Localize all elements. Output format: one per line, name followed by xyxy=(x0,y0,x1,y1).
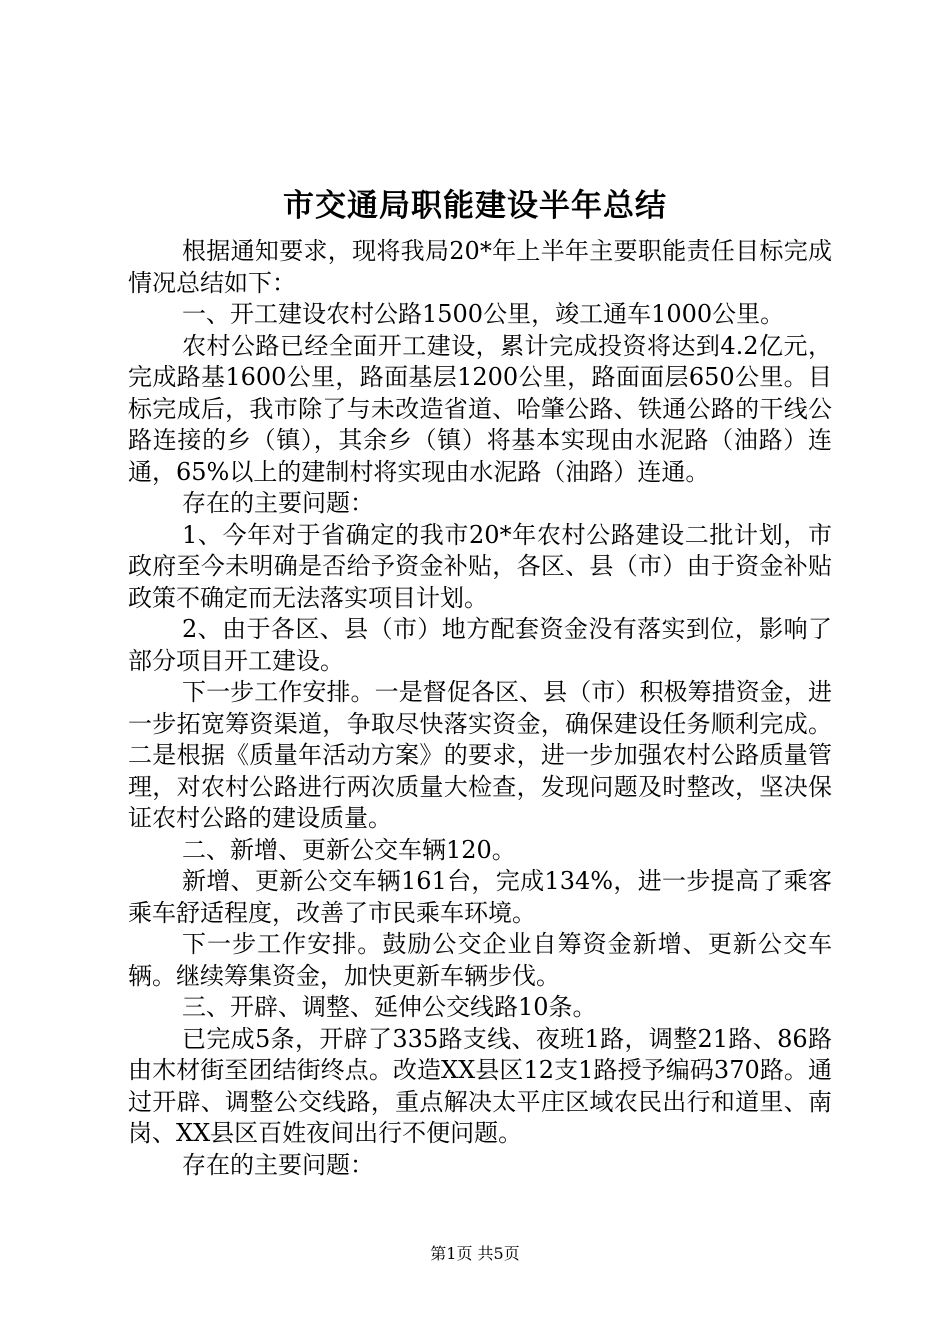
paragraph-problems-heading: 存在的主要问题： xyxy=(182,489,374,517)
paragraph-heading-one: 一、开工建设农村公路1500公里，竣工通车1000公里。 xyxy=(182,300,785,328)
document-title: 市交通局职能建设半年总结 xyxy=(283,188,667,224)
paragraph-rural-roads: 农村公路已经全面开工建设，累计完成投资将达到4.2亿元，完成路基1600公里，路面基层1200公里，路面面层650公里。目标完成后，我市除了与未改造省道、哈肇公路、铁通公路的干线公路连接的乡（镇），其余乡（镇）将基本实现由水泥路（油路）连通，65%以上的建制村将实现由水泥路（油路）连通。 xyxy=(128,331,832,486)
paragraph-buses: 新增、更新公交车辆161台，完成134%，进一步提高了乘客乘车舒适程度，改善了市民乘车环境。 xyxy=(128,867,832,927)
paragraph-problems-heading-2: 存在的主要问题： xyxy=(182,1150,374,1179)
document-body xyxy=(128,236,832,1181)
page-footer: 第1页 共5页 xyxy=(430,1244,520,1263)
paragraph-intro: 根据通知要求，现将我局20*年上半年主要职能责任目标完成情况总结如下： xyxy=(128,237,832,297)
paragraph-problem-one: 1、今年对于省确定的我市20*年农村公路建设二批计划，市政府至今未明确是否给予资金补贴，各区、县（市）由于资金补贴政策不确定而无法落实项目计划。 xyxy=(128,520,832,612)
paragraph-bus-lines: 已完成5条，开辟了335路支线、夜班1路，调整21路、86路由木材街至团结街终点。改造XX县区12支1路授予编码370路。通过开辟、调整公交线路，重点解决太平庄区域农民出行和道里、南岗、XX县区百姓夜间出行不便问题。 xyxy=(128,1024,832,1147)
paragraph-heading-two: 二、新增、更新公交车辆120。 xyxy=(182,835,516,864)
paragraph-heading-three: 三、开辟、调整、延伸公交线路10条。 xyxy=(182,993,597,1021)
paragraph-problem-two: 2、由于各区、县（市）地方配套资金没有落实到位，影响了部分项目开工建设。 xyxy=(128,615,832,675)
paragraph-next-steps: 下一步工作安排。一是督促各区、县（市）积极筹措资金，进一步拓宽筹资渠道，争取尽快落实资金，确保建设任务顺利完成。二是根据《质量年活动方案》的要求，进一步加强农村公路质量管理，对农村公路进行两次质量大检查，发现问题及时整改，坚决保证农村公路的建设质量。 xyxy=(128,678,832,832)
paragraph-bus-next-steps: 下一步工作安排。鼓励公交企业自筹资金新增、更新公交车辆。继续筹集资金，加快更新车辆步伐。 xyxy=(128,930,832,990)
